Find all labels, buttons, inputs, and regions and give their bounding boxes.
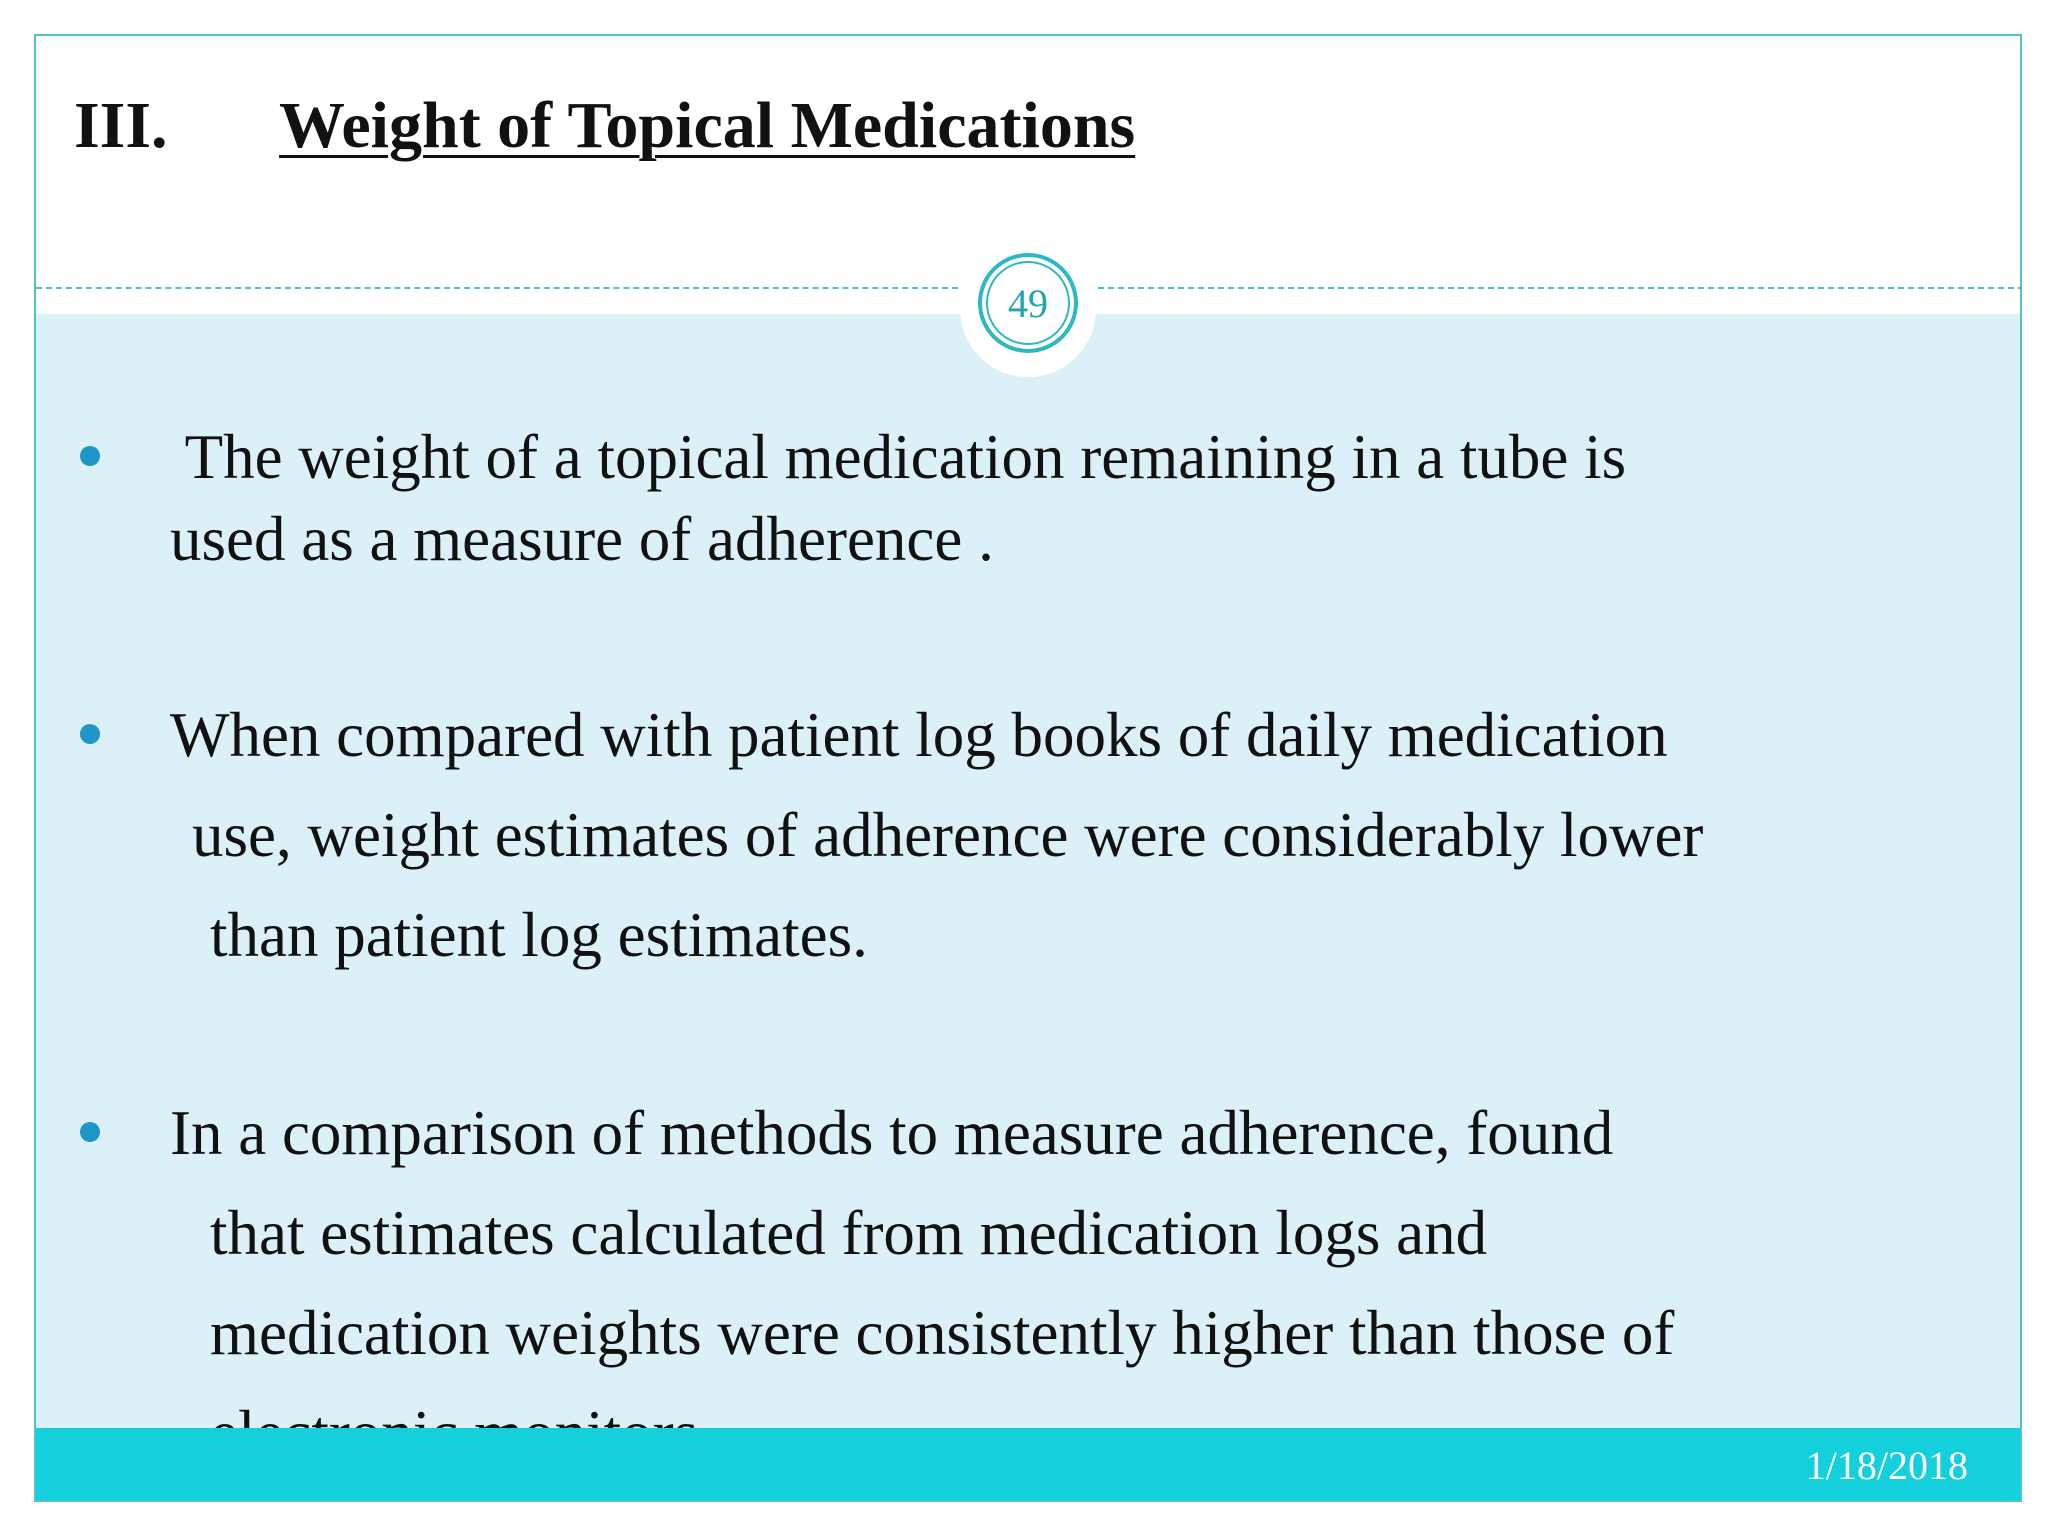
bullet-3-line-2: that estimates calculated from medication logs and <box>210 1198 1488 1268</box>
bullet-dot-icon <box>80 446 100 466</box>
bullet-1-line-1: The weight of a topical medication remaining in a tube is <box>170 422 1627 492</box>
bullet-dot-icon <box>80 1122 100 1142</box>
bullet-3-line-1: In a comparison of methods to measure adherence, found <box>170 1098 1614 1168</box>
bullet-2-line-2: use, weight estimates of adherence were considerably lower <box>192 800 1704 870</box>
bullet-2-line-3: than patient log estimates. <box>210 900 868 970</box>
slide-date: 1/18/2018 <box>1805 1443 1968 1488</box>
bullet-1-line-2: used as a measure of adherence . <box>170 504 994 574</box>
title-text: Weight of Topical Medications <box>279 89 1136 162</box>
slide-title <box>74 88 1135 164</box>
footer-bar <box>36 1428 2020 1500</box>
bullet-3-line-3: medication weights were consistently higher than those of <box>210 1298 1675 1368</box>
bullet-2-line-1: When compared with patient log books of daily medication <box>170 700 1668 770</box>
divider-left <box>36 287 958 289</box>
bullet-dot-icon <box>80 724 100 744</box>
page-number-badge <box>978 253 1078 353</box>
divider-right <box>1098 287 2022 289</box>
slide <box>34 34 2022 1502</box>
page-number: 49 <box>986 261 1070 345</box>
title-numeral: III. <box>74 89 168 162</box>
